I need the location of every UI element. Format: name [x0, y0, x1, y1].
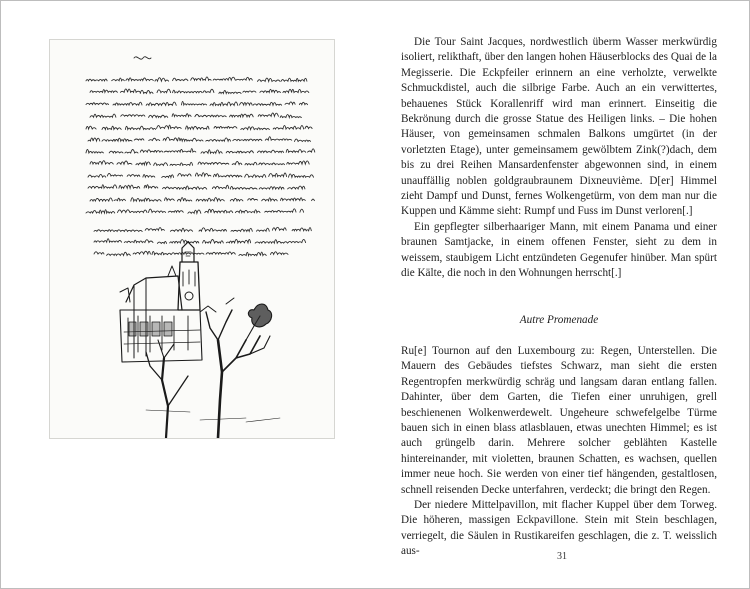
handwriting-heading	[134, 57, 151, 59]
paragraph: Der niedere Mittelpavillon, mit flacher Kuppel über dem Torweg. Die höheren, massigen Eckpavillone. Stein mit Stein beschlagen, verriegelt, die Säulen in Rustikareifen geschlagen, die z. T. weisslich aus-	[401, 498, 717, 558]
handwriting-line	[90, 198, 314, 202]
section-title: Autre Promenade	[519, 313, 599, 326]
handwriting-line	[94, 227, 311, 231]
handwriting-line	[86, 209, 304, 213]
handwriting-line	[86, 125, 312, 129]
body-text	[401, 35, 717, 560]
paragraph: Ru[e] Tournon auf den Luxembourg zu: Regen, Unterstellen. Die Mauern des Gebäudes tiefstes Schwarz, man sieht die ersten Regentropfen merkwürdig schräg und langsam daran entlang fallen. Dahinter, über dem Garten, die Tiefen einer unruhigen, grell beschienenen Wolkenwerdewelt. Ungeheure schwefelgelbe Türme bauen sich in einen blass atlasblauen, etwas unechten Himmel; es ist auch grüngelb darin. Mehrere solcher geblähten Kastelle hintereinander, mit violetten, braunen Schatten, es wachsen, quellen immer neue hoch. Sie werden von einer tief hängenden, gestaltlosen, schnell reisenden Decke unterfahren, verdeckt; die bringt den Regen.	[401, 344, 717, 496]
handwriting-line	[86, 77, 307, 81]
left-page	[1, 1, 375, 588]
paragraph: Ein gepflegter silberhaariger Mann, mit einem Panama und einer braunen Samtjacke, in einem offenen Fenster, sieht zu dem in weissem, staubigem Licht entzündeten Gegenufer hinüber. Man spürt die Kälte, die noch in den Wohnungen herrscht[.]	[401, 220, 717, 280]
handwriting-line	[90, 113, 301, 118]
handwriting-line	[86, 149, 315, 154]
manuscript-facsimile	[49, 39, 335, 439]
handwriting-line	[88, 137, 311, 142]
right-page	[375, 1, 749, 588]
manuscript-drawing	[50, 40, 334, 438]
handwriting-line	[90, 161, 309, 166]
handwriting-line	[90, 89, 309, 94]
paragraph: Die Tour Saint Jacques, nordwestlich überm Wasser merkwürdig isoliert, relikthaft, über den langen hohen Häuserblocks des Quai de la Megisserie. Die Eckpfeiler erinnern an eine verholzte, verwelkte Schmuckdistel, auch die silbrige Farbe. Auch an ein verwittertes, behauenes Stück Korallenriff wird man erinnert. Einseitig die Bekrönung durch die grosse Statue des Heiligen links. – Die hohen Häuser, von gemeinsamen schmalen Balkons umgürtet (in der vorletzten Etage), unter gemeinsamem gewölbtem Zink(?)dach, dem bis zu drei Reihen Mansardenfenster abgewonnen sind, in einem unauffällig noblen goldgraubraunem Dixneuvième. D[er] Himmel zieht Dampf und Dunst, fernes Wolkengetürm, von dem man nur die Kuppen und Kämme sieht: Rumpf und Fuss im Dunst verloren[.]	[401, 36, 717, 218]
handwriting-line	[88, 173, 314, 178]
page-number: 31	[557, 551, 567, 562]
handwriting-line	[86, 101, 308, 105]
handwriting-line	[94, 239, 306, 244]
handwriting-line	[88, 185, 305, 189]
